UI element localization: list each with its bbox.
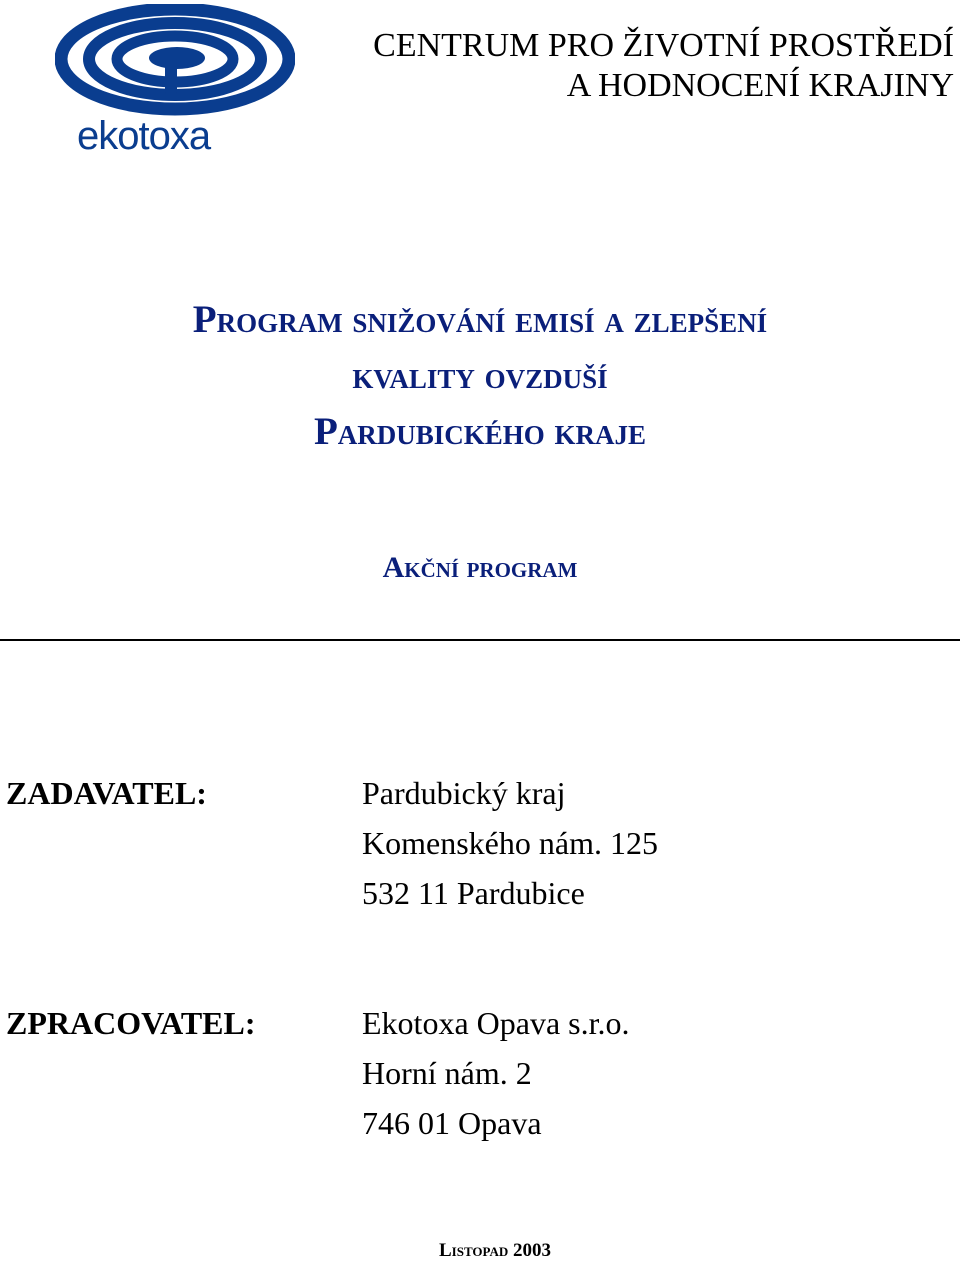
ekotoxa-logo [55,4,295,158]
title-line-2: kvality ovzduší [352,354,608,397]
client-line: 532 11 Pardubice [362,875,585,911]
org-line-1: CENTRUM PRO ŽIVOTNÍ PROSTŘEDÍ [373,27,954,64]
organization-header [373,26,954,106]
title-line-1: Program snižování emisí a zlepšení [192,298,768,341]
logo-text: ekotoxa [77,114,211,158]
processor-label: ZPRACOVATEL: [6,1005,256,1041]
client-line: Komenského nám. 125 [362,825,658,861]
client-line: Pardubický kraj [362,775,566,811]
org-line-2: A HODNOCENÍ KRAJINY [566,67,954,104]
logo-core [149,47,205,94]
processor-line: 746 01 Opava [362,1105,542,1141]
title-line-3: Pardubického kraje [313,410,647,453]
document-title [0,292,960,460]
processor-line: Ekotoxa Opava s.r.o. [362,1005,630,1041]
concentric-ovals-icon [55,4,295,116]
processor-address [362,998,630,1148]
client-label: ZADAVATEL: [6,775,207,811]
document-date: Listopad 2003 [438,1240,551,1261]
processor-line: Horní nám. 2 [362,1055,532,1091]
document-subtitle: Akční program [382,551,578,584]
divider-line [0,639,960,641]
client-address [362,768,658,918]
